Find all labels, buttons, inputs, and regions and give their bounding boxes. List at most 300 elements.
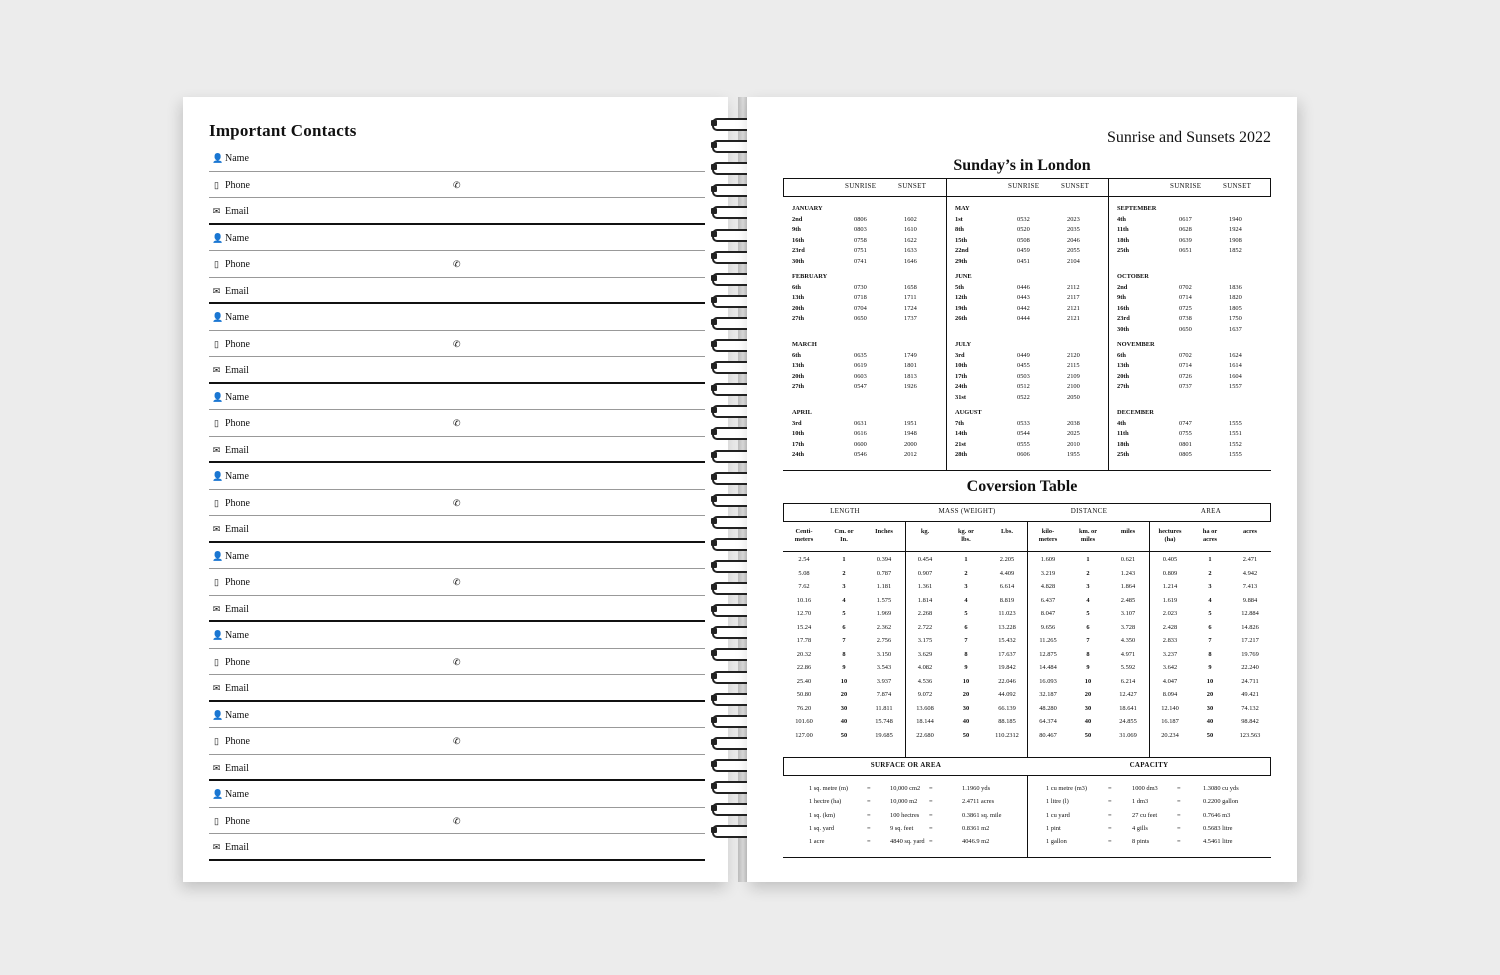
conv-cell: 5.08 xyxy=(798,569,810,577)
conv-cell: 7.413 xyxy=(1242,583,1258,590)
conv-cell: 4 xyxy=(964,596,968,604)
conv-cell: 12.140 xyxy=(1161,704,1179,712)
contact-phone-label: Phone xyxy=(225,577,250,588)
sun-day: 6th xyxy=(792,284,801,291)
surface-cell: = xyxy=(867,824,871,832)
left-page xyxy=(183,97,728,882)
sun-day: 31st xyxy=(955,393,967,401)
conv-cell: 3.175 xyxy=(917,637,933,644)
sunset-time: 1801 xyxy=(904,362,917,370)
conv-group-3: AREA xyxy=(1200,507,1222,515)
sunrise-time: 0639 xyxy=(1179,236,1192,244)
envelope-icon: ✉ xyxy=(212,285,221,296)
contact-email-row[interactable] xyxy=(209,675,705,702)
coil-hole-left xyxy=(711,120,717,126)
conv-cell: 8.047 xyxy=(1040,610,1056,617)
contact-email-label: Email xyxy=(225,524,249,535)
conv-cell: 20 xyxy=(840,691,848,698)
sunrise-time: 0446 xyxy=(1017,284,1030,291)
sun-day: 20th xyxy=(792,304,805,312)
sunrise-time: 0635 xyxy=(854,352,867,359)
conv-cell: 10 xyxy=(1084,677,1092,685)
sun-day: 9th xyxy=(792,226,801,234)
sunset-time: 1805 xyxy=(1229,304,1242,312)
contact-name-row[interactable] xyxy=(209,145,705,172)
handset-icon: ✆ xyxy=(453,497,461,508)
capacity-cell: 1 cu yard xyxy=(1046,811,1070,819)
sun-day: 2nd xyxy=(1117,284,1128,291)
sunrise-time: 0459 xyxy=(1017,247,1030,255)
conv-cell: 10.16 xyxy=(796,596,812,604)
conv-cell: 76.20 xyxy=(796,704,812,712)
envelope-icon: ✉ xyxy=(212,762,221,773)
conv-cell: 14.484 xyxy=(1039,664,1057,671)
conv-cell: 12.70 xyxy=(796,610,812,617)
mobile-icon: ▯ xyxy=(214,259,219,269)
handset-icon: ✆ xyxy=(453,259,461,269)
conv-cell: 4.828 xyxy=(1040,583,1056,590)
person-icon: 👤 xyxy=(212,630,224,640)
sunset-time: 1633 xyxy=(904,247,917,255)
conv-cell: 16.093 xyxy=(1039,677,1057,685)
contact-email-row[interactable] xyxy=(209,834,705,861)
surface-cell: 1 sq. yard xyxy=(809,824,835,832)
conv-cell: 7.62 xyxy=(798,583,810,590)
coil-hole-left xyxy=(711,253,717,259)
conv-cell: 30 xyxy=(840,704,848,712)
sunset-time: 1940 xyxy=(1229,216,1242,223)
conv-cell: 8 xyxy=(1208,650,1212,658)
sun-day: 11th xyxy=(1117,430,1129,438)
conv-cell: 7.874 xyxy=(876,691,892,698)
conv-cell: 4.536 xyxy=(917,677,933,685)
month-label: SEPTEMBER xyxy=(1117,205,1157,212)
coil-hole-left xyxy=(711,385,717,391)
contact-name-row[interactable] xyxy=(209,463,705,490)
conv-cell: 0.621 xyxy=(1120,556,1136,563)
sunset-time: 1820 xyxy=(1229,294,1242,302)
surface-cell: 0.3861 sq. mile xyxy=(962,811,1002,819)
conv-cell: 5 xyxy=(842,610,846,617)
coil-hole-left xyxy=(711,673,717,679)
conv-cell: 15.24 xyxy=(796,623,812,631)
conv-cell: 8.094 xyxy=(1162,691,1178,698)
sun-bottom-line xyxy=(783,470,1271,471)
sun-day: 5th xyxy=(955,284,964,291)
contact-name-label: Name xyxy=(225,312,249,323)
surface-cell: = xyxy=(867,838,871,846)
contact-phone-row[interactable] xyxy=(209,251,705,278)
coil-hole-left xyxy=(711,739,717,745)
sun-day: 7th xyxy=(955,420,964,427)
coil-hole-left xyxy=(711,164,717,170)
sunset-time: 1557 xyxy=(1229,383,1242,391)
conv-cell: 1.214 xyxy=(1162,583,1178,590)
conv-cell: 127.00 xyxy=(795,731,813,739)
conv-cell: 8 xyxy=(842,650,846,658)
conv-cell: 11.023 xyxy=(998,610,1016,617)
sunrise-time: 0555 xyxy=(1017,440,1030,448)
conv-cell: 3.642 xyxy=(1162,664,1178,671)
conv-cell: 1 xyxy=(1086,556,1090,563)
conv-cell: 9 xyxy=(1086,664,1090,671)
conv-cell: 12.875 xyxy=(1039,650,1057,658)
conv-cell: 1 xyxy=(842,556,846,563)
coil-hole-left xyxy=(711,827,717,833)
envelope-icon: ✉ xyxy=(212,206,221,216)
sunset-time: 2120 xyxy=(1067,352,1080,359)
conv-col-header: kg. or lbs. xyxy=(958,528,974,543)
measures-bottom-line xyxy=(783,857,1271,858)
contact-phone-row[interactable] xyxy=(209,728,705,755)
capacity-cell: 1 dm3 xyxy=(1132,798,1149,806)
sunset-time: 1948 xyxy=(904,430,917,438)
sunrise-time: 0455 xyxy=(1017,362,1030,370)
handset-icon: ✆ xyxy=(453,338,461,349)
contact-name-label: Name xyxy=(225,789,249,800)
conv-cell: 19.685 xyxy=(875,731,893,739)
conv-cell: 1.969 xyxy=(876,610,892,617)
sun-day: 25th xyxy=(1117,451,1130,459)
conv-col-header: hectures (ha) xyxy=(1158,528,1182,543)
contact-email-row[interactable] xyxy=(209,437,705,464)
conv-cell: 4.409 xyxy=(999,569,1015,577)
conv-cell: 8 xyxy=(1086,650,1090,658)
measures-divider xyxy=(1027,775,1028,857)
conv-cell: 0.405 xyxy=(1162,556,1178,563)
sun-day: 30th xyxy=(792,257,805,265)
sun-column-divider xyxy=(946,178,947,470)
conv-cell: 11.265 xyxy=(1039,637,1057,644)
conv-cell: 18.641 xyxy=(1119,704,1137,712)
person-icon: 👤 xyxy=(212,232,224,243)
conv-cell: 20 xyxy=(1206,691,1214,698)
surface-title: SURFACE OR AREA xyxy=(870,761,942,769)
sunset-time: 1624 xyxy=(1229,352,1242,359)
conversion-title: Coversion Table xyxy=(966,478,1078,495)
sunrise-time: 0600 xyxy=(854,440,867,448)
contact-name-row[interactable] xyxy=(209,304,705,331)
sunrise-time: 0619 xyxy=(854,362,867,370)
month-label: APRIL xyxy=(792,409,812,416)
surface-cell: 100 hectres xyxy=(890,811,920,819)
sunset-time: 2000 xyxy=(904,440,917,448)
sunrise-time: 0546 xyxy=(854,451,867,459)
conv-cell: 30 xyxy=(1084,704,1092,712)
conv-cell: 2 xyxy=(964,569,968,577)
mobile-icon: ▯ xyxy=(214,577,219,587)
sunrise-time: 0737 xyxy=(1179,383,1192,391)
sun-day: 18th xyxy=(1117,440,1130,448)
sun-day: 17th xyxy=(792,440,805,448)
person-icon: 👤 xyxy=(212,391,224,402)
conv-cell: 4.047 xyxy=(1162,677,1178,685)
conv-cell: 49.421 xyxy=(1241,691,1259,698)
coil-hole-left xyxy=(711,429,717,435)
sunrise-time: 0704 xyxy=(854,304,867,312)
contact-name-row[interactable] xyxy=(209,543,705,570)
contact-phone-row[interactable] xyxy=(209,808,705,835)
sun-day: 24th xyxy=(792,451,805,459)
conv-cell: 2.756 xyxy=(876,637,892,644)
coil-hole-left xyxy=(711,650,717,656)
capacity-cell: = xyxy=(1177,824,1181,832)
conv-cell: 5 xyxy=(964,610,968,617)
conv-cell: 4.942 xyxy=(1242,569,1258,577)
person-icon: 👤 xyxy=(212,153,224,163)
month-label: FEBRUARY xyxy=(792,273,828,280)
coil-hole-left xyxy=(711,474,717,480)
person-icon: 👤 xyxy=(212,471,224,481)
conv-cell: 3 xyxy=(1086,583,1090,590)
person-icon: 👤 xyxy=(212,709,224,720)
contact-name-label: Name xyxy=(225,630,249,641)
sunrise-time: 0451 xyxy=(1017,257,1030,265)
conv-cell: 9.656 xyxy=(1040,623,1056,631)
sunrise-time: 0725 xyxy=(1179,304,1192,312)
contact-email-row[interactable] xyxy=(209,198,705,225)
sunrise-time: 0718 xyxy=(854,294,867,302)
surface-cell: = xyxy=(929,811,933,819)
capacity-cell: = xyxy=(1108,838,1112,846)
conv-cell: 22.046 xyxy=(998,677,1016,685)
conv-cell: 50 xyxy=(1084,731,1092,739)
month-label: JULY xyxy=(955,341,972,348)
conv-cell: 18.144 xyxy=(916,718,934,725)
envelope-icon: ✉ xyxy=(212,444,221,455)
mobile-icon: ▯ xyxy=(214,815,219,826)
conv-cell: 17.217 xyxy=(1241,637,1259,644)
conv-cell: 1.864 xyxy=(1120,583,1136,590)
sun-day: 3rd xyxy=(792,420,802,427)
sunrise-time: 0544 xyxy=(1017,430,1030,438)
coil-hole-left xyxy=(711,717,717,723)
conv-cell: 22.680 xyxy=(916,731,934,739)
coil-hole-left xyxy=(711,540,717,546)
contact-name-row[interactable] xyxy=(209,225,705,252)
contact-phone-row[interactable] xyxy=(209,649,705,676)
coil-hole-left xyxy=(711,496,717,502)
sunset-time: 1852 xyxy=(1229,247,1242,255)
person-icon: 👤 xyxy=(212,550,224,561)
sunset-time: 2117 xyxy=(1067,294,1080,302)
surface-cell: 0.8361 m2 xyxy=(962,824,990,832)
conv-cell: 4 xyxy=(1208,596,1212,604)
sun-day: 23rd xyxy=(792,247,805,255)
mobile-icon: ▯ xyxy=(214,736,219,746)
conv-cell: 1.814 xyxy=(917,596,933,604)
conv-cell: 40 xyxy=(962,718,970,725)
sunset-time: 1749 xyxy=(904,352,917,359)
conv-cell: 8.819 xyxy=(999,596,1015,604)
sun-day: 4th xyxy=(1117,420,1126,427)
sunset-time: 1750 xyxy=(1229,315,1242,323)
contact-phone-row[interactable] xyxy=(209,172,705,199)
conv-cell: 101.60 xyxy=(795,718,813,725)
contact-email-row[interactable] xyxy=(209,596,705,623)
conv-cell: 110.2312 xyxy=(995,731,1019,739)
sunset-time: 2100 xyxy=(1067,383,1080,391)
surface-cell: 10,000 m2 xyxy=(890,798,918,806)
conv-cell: 19.842 xyxy=(998,664,1016,671)
coil-hole-left xyxy=(711,231,717,237)
conv-cell: 3.728 xyxy=(1120,623,1136,631)
sunrise-time: 0726 xyxy=(1179,372,1192,380)
conv-cell: 5 xyxy=(1086,610,1090,617)
handset-icon: ✆ xyxy=(453,815,461,826)
contacts-title: Important Contacts xyxy=(209,121,357,140)
sunset-time: 2025 xyxy=(1067,430,1080,438)
sunrise-time: 0747 xyxy=(1179,420,1192,427)
sun-day: 6th xyxy=(1117,352,1126,359)
mobile-icon: ▯ xyxy=(214,497,219,508)
sun-day: 8th xyxy=(955,226,964,234)
capacity-cell: = xyxy=(1108,811,1112,819)
sun-day: 26th xyxy=(955,315,968,323)
surface-cell: 9 sq. feet xyxy=(890,824,914,832)
sunset-time: 1614 xyxy=(1229,362,1242,370)
contact-name-row[interactable] xyxy=(209,781,705,808)
sunrise-time: 0616 xyxy=(854,430,867,438)
conv-cell: 50 xyxy=(1206,731,1214,739)
sunset-time: 1813 xyxy=(904,372,917,380)
sunrise-time: 0606 xyxy=(1017,451,1030,459)
sun-column-divider xyxy=(1108,178,1109,470)
contact-email-label: Email xyxy=(225,683,249,694)
contact-phone-label: Phone xyxy=(225,815,250,827)
conv-cell: 20.32 xyxy=(796,650,812,658)
sun-day: 21st xyxy=(955,440,967,448)
sunrise-time: 0755 xyxy=(1179,430,1192,438)
envelope-icon: ✉ xyxy=(212,524,221,534)
sunrise-time: 0702 xyxy=(1179,284,1192,291)
sun-day: 2nd xyxy=(792,216,803,223)
contact-name-row[interactable] xyxy=(209,702,705,729)
coil-hole-left xyxy=(711,452,717,458)
conv-cell: 4.082 xyxy=(917,664,933,671)
contact-phone-row[interactable] xyxy=(209,569,705,596)
conv-cell: 2 xyxy=(842,569,846,577)
sunset-time: 2112 xyxy=(1067,284,1080,291)
conv-cell: 6 xyxy=(1208,623,1212,631)
contact-phone-row[interactable] xyxy=(209,410,705,437)
contacts-list xyxy=(209,145,705,861)
contact-email-label: Email xyxy=(225,206,249,217)
contact-phone-label: Phone xyxy=(225,736,250,747)
coil-hole-left xyxy=(711,695,717,701)
conv-cell: 12.884 xyxy=(1241,610,1259,617)
sunrise-time: 0617 xyxy=(1179,216,1192,223)
conv-cell: 11.811 xyxy=(875,704,893,712)
handset-icon: ✆ xyxy=(453,418,461,428)
sunrise-time: 0650 xyxy=(854,315,867,323)
contact-name-row[interactable] xyxy=(209,622,705,649)
contact-email-row[interactable] xyxy=(209,278,705,305)
conv-cell: 4 xyxy=(1086,596,1090,604)
sunset-time: 2109 xyxy=(1067,372,1080,380)
conv-cell: 12.427 xyxy=(1119,691,1137,698)
coil-hole-left xyxy=(711,363,717,369)
conv-cell: 7 xyxy=(842,637,846,644)
conv-cell: 3.107 xyxy=(1120,610,1136,617)
conv-cell: 3.237 xyxy=(1162,650,1178,658)
conv-cell: 0.454 xyxy=(917,556,933,563)
capacity-cell: = xyxy=(1177,811,1181,819)
capacity-cell: 1 cu metre (m3) xyxy=(1046,785,1087,792)
sun-day: 13th xyxy=(792,294,805,302)
conv-cell: 2.205 xyxy=(999,556,1015,563)
conv-cell: 0.394 xyxy=(876,556,892,563)
contact-email-row[interactable] xyxy=(209,357,705,384)
sun-day: 17th xyxy=(955,372,968,380)
conv-col-header: kg. xyxy=(920,528,930,535)
conv-col-header: kilo- meters xyxy=(1038,528,1058,543)
sunset-time: 1724 xyxy=(904,304,917,312)
coil-hole-left xyxy=(711,562,717,568)
sun-day: 14th xyxy=(955,430,968,438)
contact-email-row[interactable] xyxy=(209,516,705,543)
contact-email-label: Email xyxy=(225,603,249,615)
contact-name-row[interactable] xyxy=(209,384,705,411)
conv-group-2: DISTANCE xyxy=(1070,507,1108,515)
contact-phone-label: Phone xyxy=(225,656,250,668)
sun-day: 22nd xyxy=(955,247,969,255)
conv-cell: 15.432 xyxy=(998,637,1016,644)
capacity-cell: 0.5683 litre xyxy=(1203,824,1233,832)
month-label: OCTOBER xyxy=(1117,273,1149,280)
sun-day: 20th xyxy=(792,372,805,380)
handset-icon: ✆ xyxy=(453,577,461,587)
sunset-time: 2035 xyxy=(1067,226,1080,234)
conv-cell: 1.361 xyxy=(917,583,933,590)
sun-day: 11th xyxy=(1117,226,1129,234)
surface-cell: = xyxy=(929,838,933,846)
conv-cell: 30 xyxy=(962,704,970,712)
conv-cell: 13.228 xyxy=(998,623,1016,631)
mobile-icon: ▯ xyxy=(214,418,219,428)
conv-cell: 9 xyxy=(842,664,846,671)
conv-cell: 7 xyxy=(964,637,968,644)
sunset-time: 2121 xyxy=(1067,315,1080,323)
surface-cell: = xyxy=(867,811,871,819)
conv-cell: 31.069 xyxy=(1119,731,1137,739)
capacity-cell: 27 cu feet xyxy=(1132,811,1158,819)
sun-day: 24th xyxy=(955,383,968,391)
sun-day: 25th xyxy=(1117,247,1130,255)
conv-group-1: MASS (WEIGHT) xyxy=(938,507,996,515)
measures-header-bar xyxy=(783,757,1271,776)
conv-cell: 3.629 xyxy=(917,650,933,658)
sunset-time: 2010 xyxy=(1067,440,1080,448)
surface-cell: = xyxy=(867,785,871,792)
sunset-time: 1646 xyxy=(904,257,917,265)
conv-cell: 10 xyxy=(1206,677,1214,685)
sunset-time: 2121 xyxy=(1067,304,1080,312)
sunset-time: 1622 xyxy=(904,236,917,244)
conv-col-header: acres xyxy=(1242,528,1258,535)
sunset-time: 1658 xyxy=(904,284,917,291)
capacity-cell: 4 gills xyxy=(1132,824,1148,832)
contact-phone-row[interactable] xyxy=(209,331,705,358)
contact-phone-row[interactable] xyxy=(209,490,705,517)
conv-cell: 1.609 xyxy=(1040,556,1056,563)
contact-email-row[interactable] xyxy=(209,755,705,782)
conv-cell: 2.54 xyxy=(798,556,810,563)
contact-name-label: Name xyxy=(225,153,249,164)
person-icon: 👤 xyxy=(212,312,224,322)
conv-cell: 19.769 xyxy=(1241,650,1259,658)
sun-day: 1st xyxy=(955,216,963,223)
